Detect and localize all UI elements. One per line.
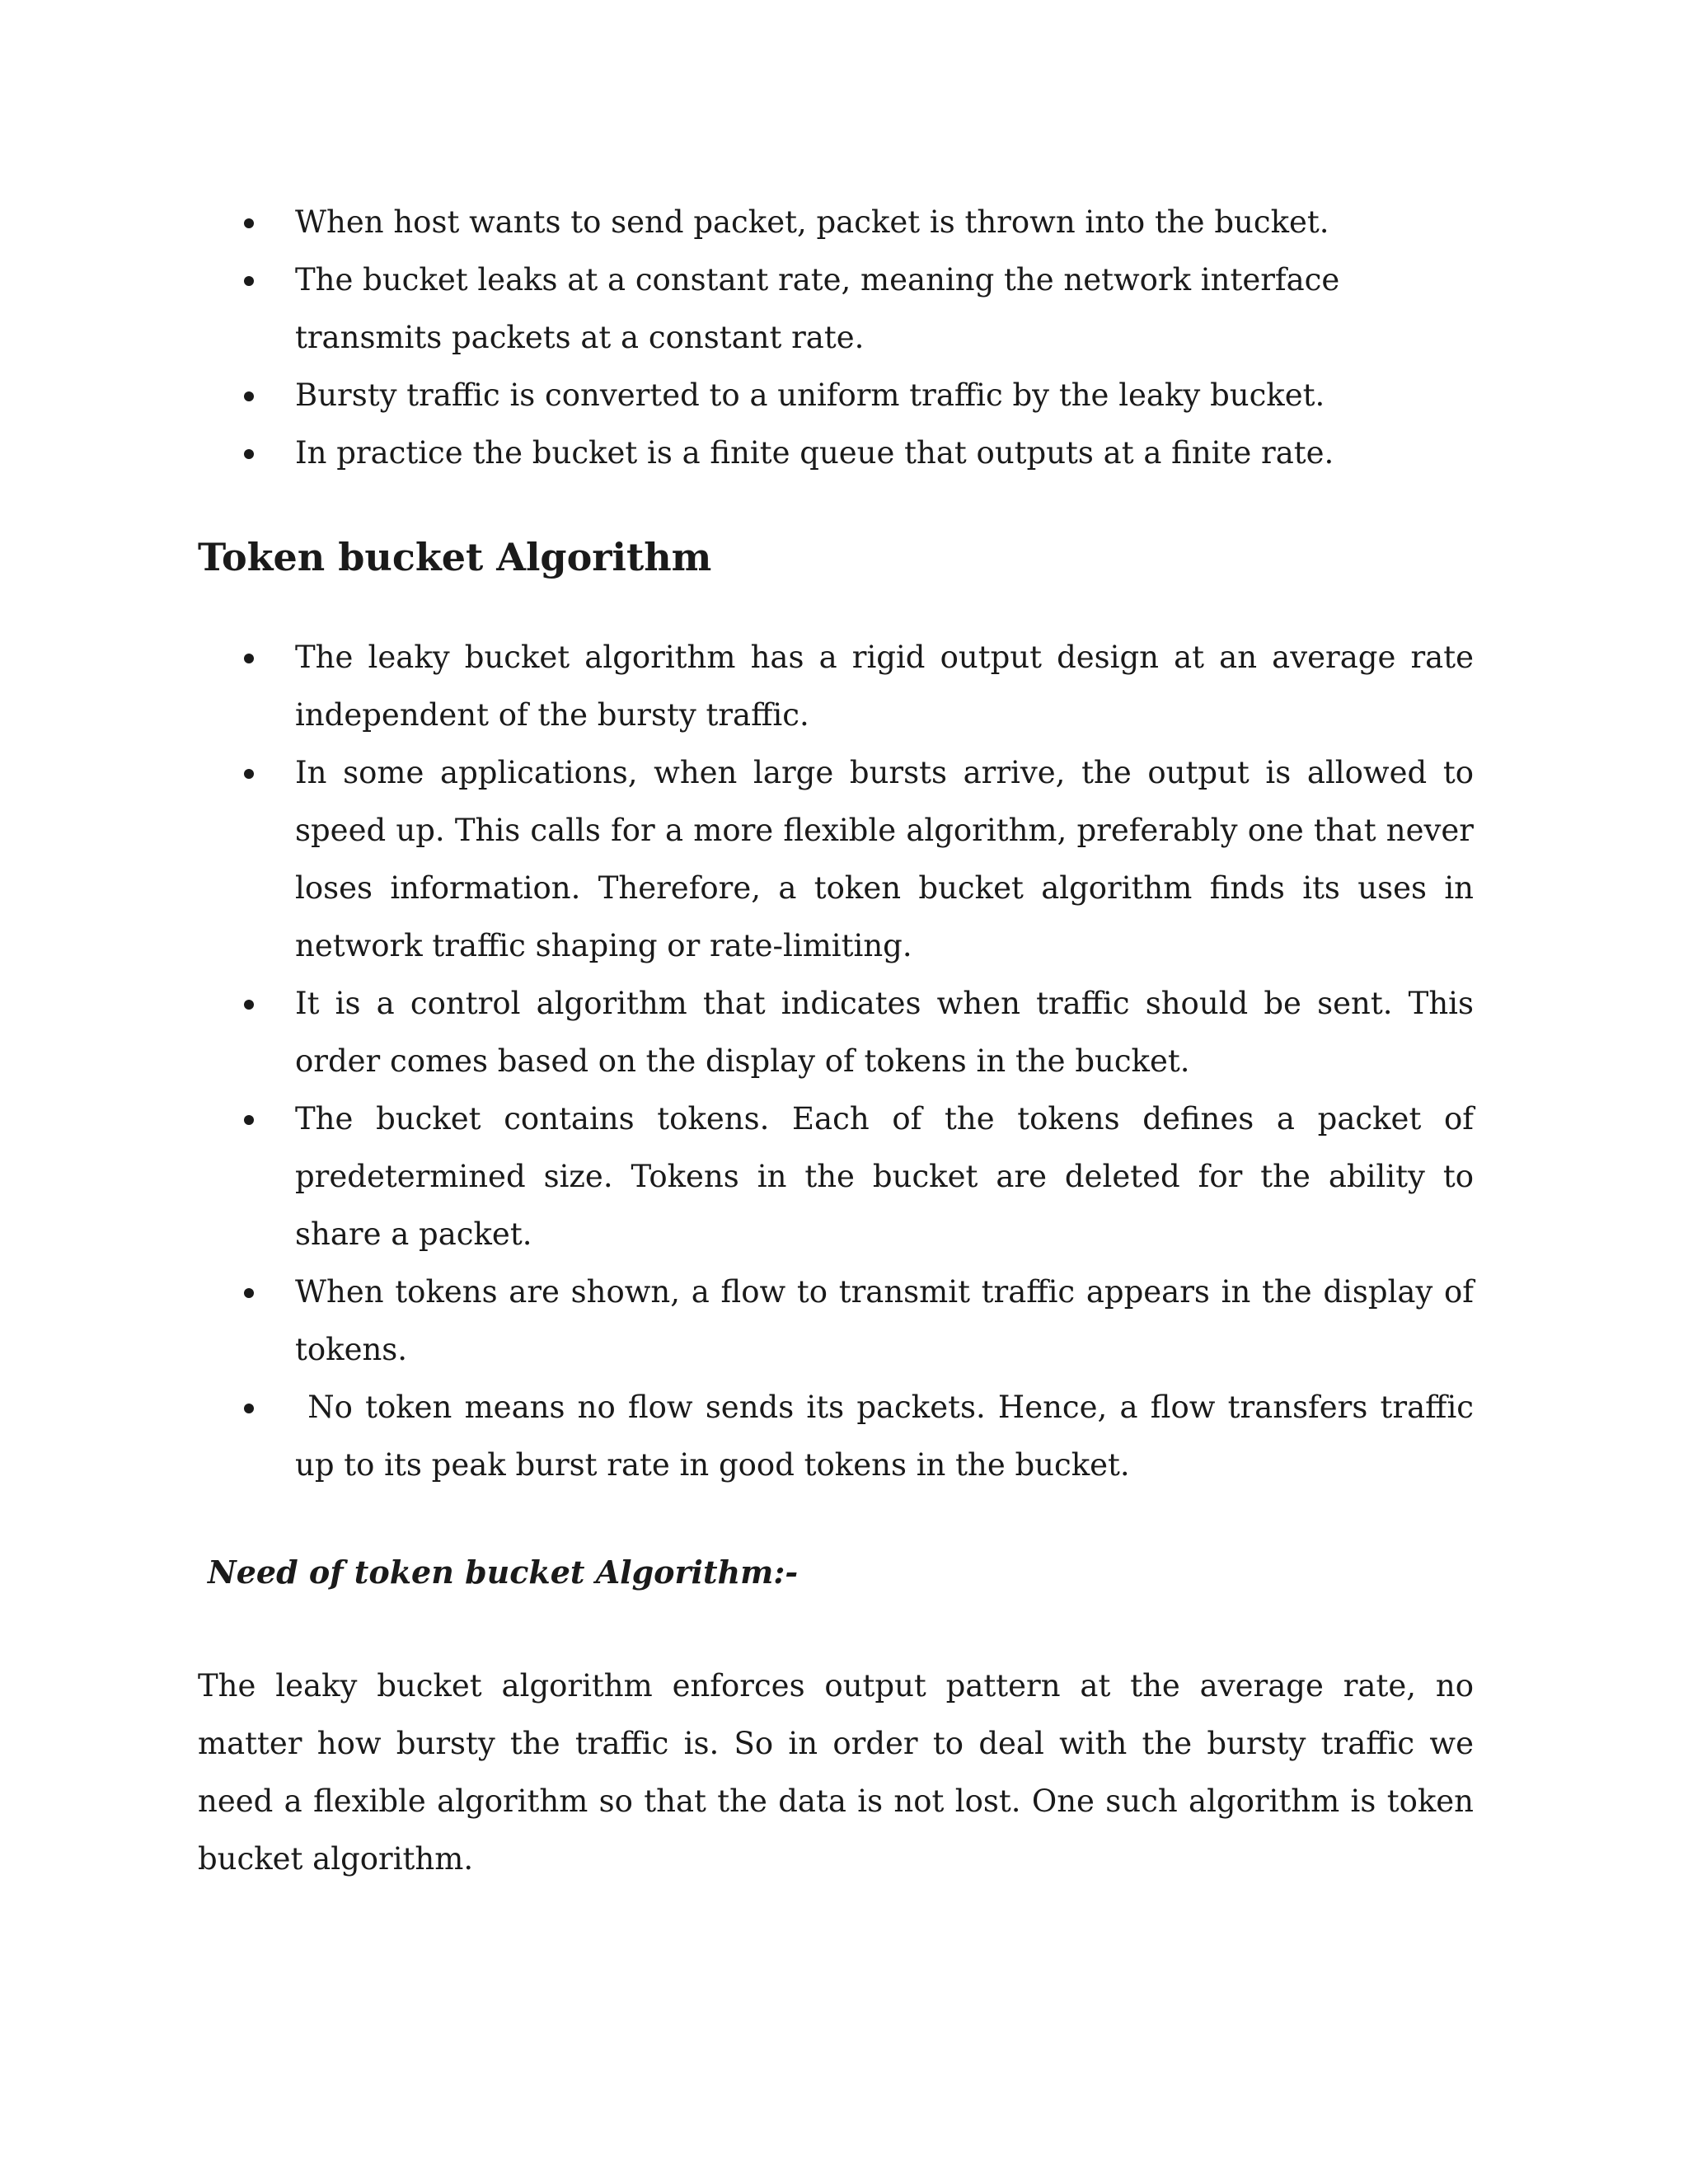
bullet-icon bbox=[244, 1288, 254, 1298]
list-item-text: The bucket contains tokens. Each of the tokens defines a packet of predetermined size. Tokens in the bucket are deleted for the ability to share a packet. bbox=[295, 1101, 1474, 1252]
subsection-heading: Need of token bucket Algorithm:- bbox=[208, 1554, 799, 1591]
list-item bbox=[198, 251, 1474, 367]
section-heading: Token bucket Algorithm bbox=[198, 535, 712, 579]
list-item-text: No token means no flow sends its packets. Hence, a flow transfers traffic up to its peak burst rate in good tokens in the bucket. bbox=[295, 1390, 1484, 1483]
list-item bbox=[198, 1379, 1484, 1494]
bullet-icon bbox=[244, 769, 254, 779]
page-content bbox=[198, 194, 1484, 1888]
list-item bbox=[198, 424, 1474, 482]
bullet-icon bbox=[244, 1000, 254, 1010]
bullet-icon bbox=[244, 276, 254, 286]
list-item-text: In some applications, when large bursts arrive, the output is allowed to speed up. This calls for a more flexible algorithm, preferably one that never loses information. Therefore, a token bucket algorithm finds its uses in network traffic shaping or rate-limiting. bbox=[295, 755, 1474, 963]
token-bucket-list bbox=[198, 629, 1484, 1494]
list-item-text: When tokens are shown, a flow to transmit traffic appears in the display of tokens. bbox=[295, 1274, 1474, 1367]
bullet-icon bbox=[244, 1115, 254, 1125]
list-item bbox=[198, 744, 1474, 975]
list-item bbox=[198, 629, 1474, 744]
list-item bbox=[198, 194, 1474, 251]
bullet-icon bbox=[244, 1404, 254, 1413]
list-item bbox=[198, 1263, 1474, 1379]
list-item-text: Bursty traffic is converted to a uniform traffic by the leaky bucket. bbox=[295, 377, 1325, 413]
body-paragraph: The leaky bucket algorithm enforces output pattern at the average rate, no matter how bursty the traffic is. So in order to deal with the bursty traffic we need a flexible algorithm so that the data is not lost. One such algorithm is token bucket algorithm. bbox=[198, 1668, 1474, 1877]
leaky-bucket-list bbox=[198, 194, 1474, 482]
list-item-text: When host wants to send packet, packet is thrown into the bucket. bbox=[295, 204, 1329, 240]
list-item-text: It is a control algorithm that indicates when traffic should be sent. This order comes based on the display of tokens in the bucket. bbox=[295, 986, 1474, 1079]
bullet-icon bbox=[244, 391, 254, 401]
bullet-icon bbox=[244, 449, 254, 459]
list-item-text: In practice the bucket is a finite queue that outputs at a finite rate. bbox=[295, 435, 1334, 471]
list-item bbox=[198, 367, 1474, 424]
bullet-icon bbox=[244, 654, 254, 663]
list-item bbox=[198, 1090, 1474, 1263]
bullet-icon bbox=[244, 218, 254, 228]
list-item bbox=[198, 975, 1474, 1090]
list-item-text: The bucket leaks at a constant rate, meaning the network interface transmits packets at a constant rate. bbox=[295, 262, 1340, 355]
list-item-text: The leaky bucket algorithm has a rigid output design at an average rate independent of the bursty traffic. bbox=[295, 640, 1474, 733]
